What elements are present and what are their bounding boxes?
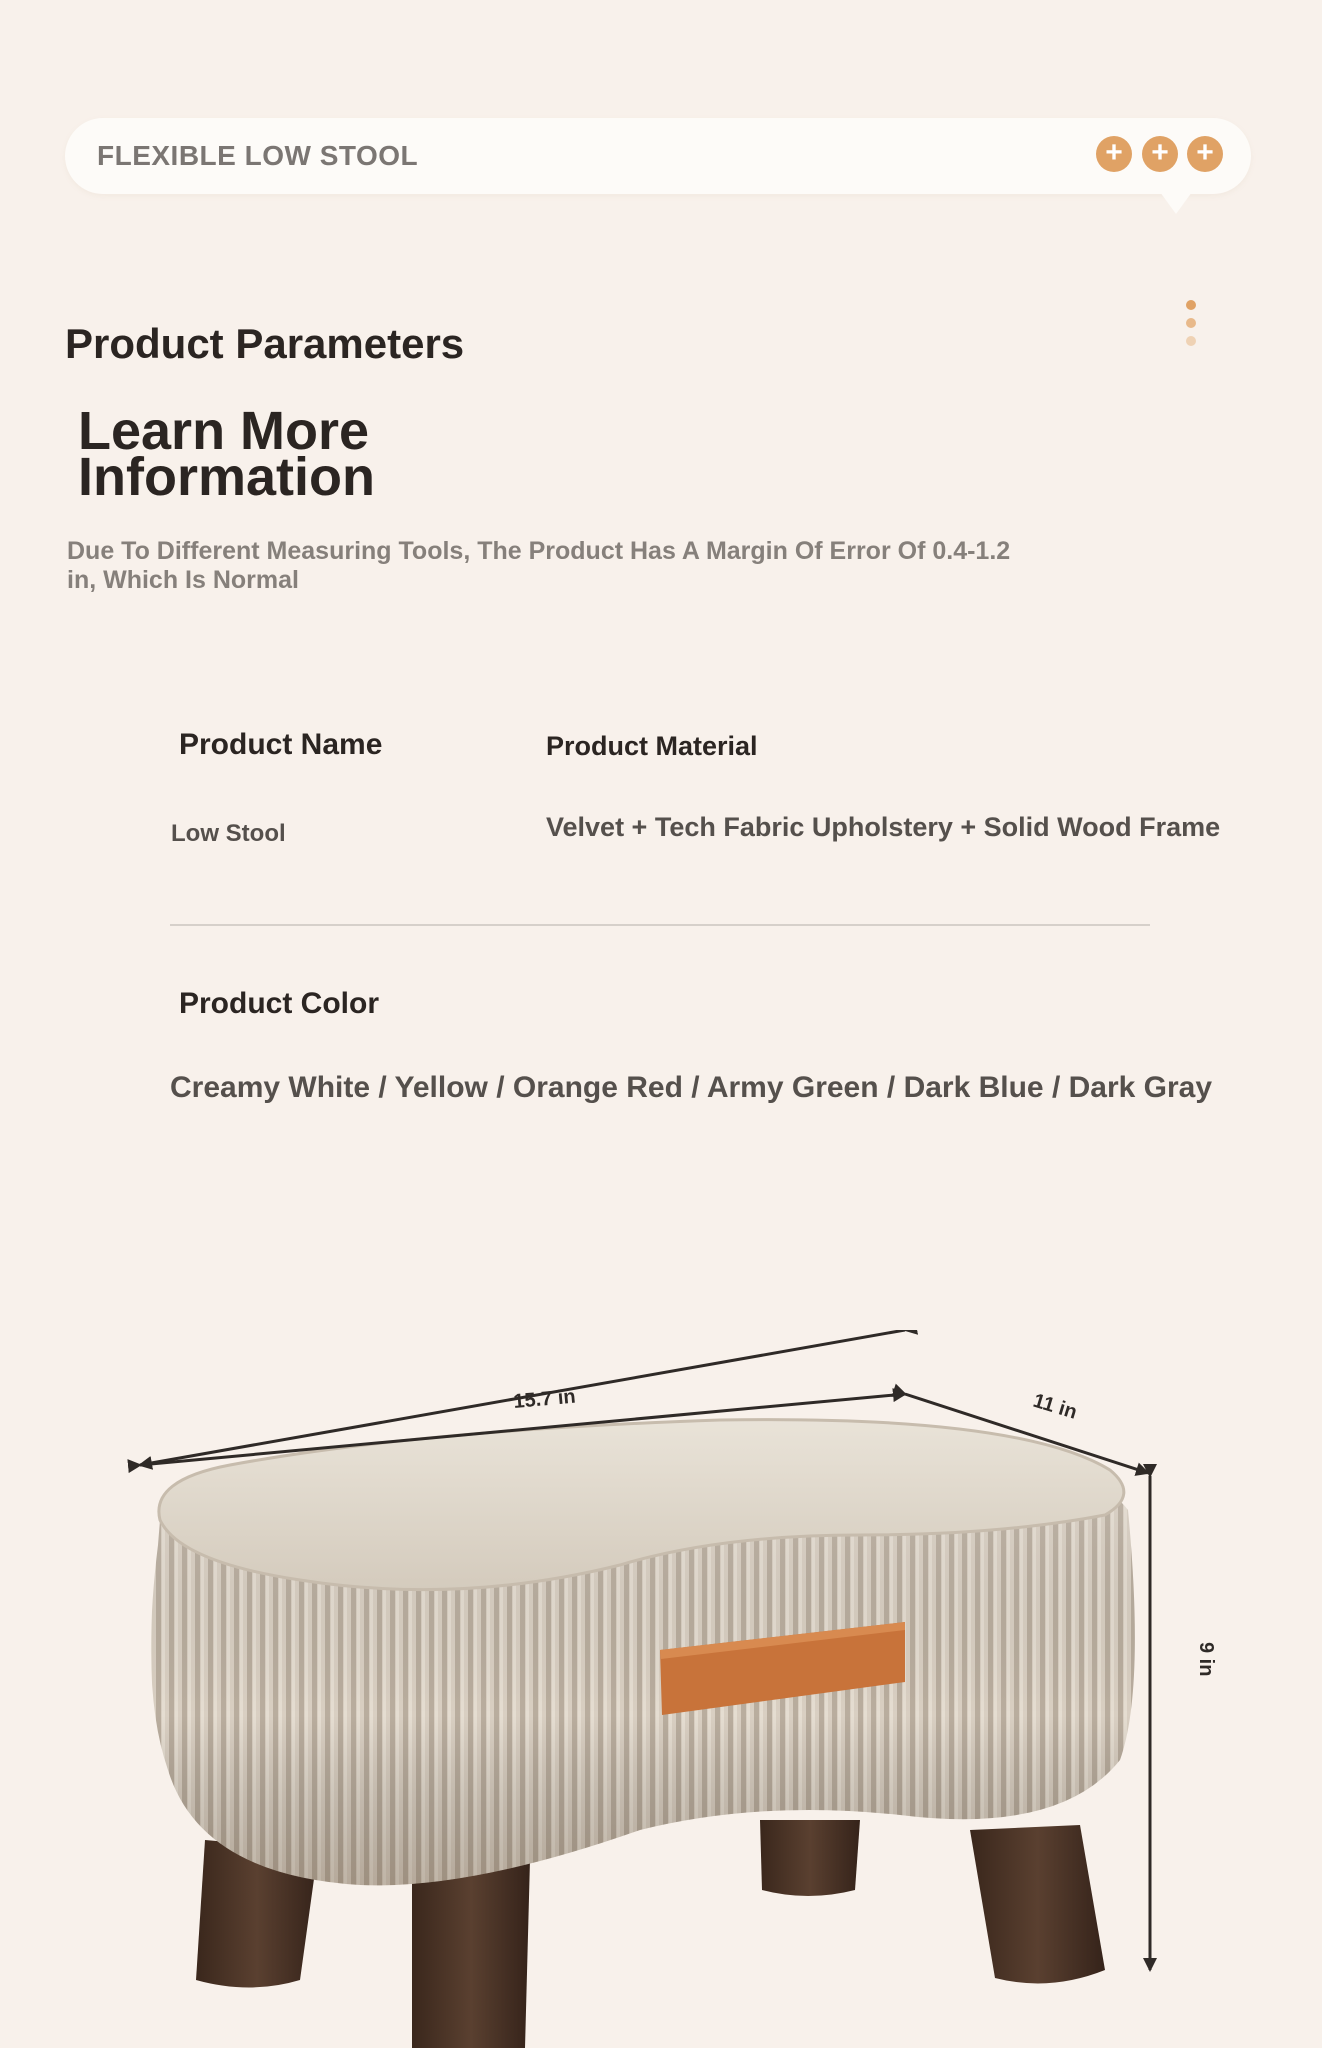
section-subtitle: Learn More Information [78,401,375,507]
measurement-note: Due To Different Measuring Tools, The Product Has A Margin Of Error Of 0.4-1.2 in, Which Is Normal [67,537,1011,594]
dimension-length-label: 15.7 in [512,1385,577,1413]
product-name-label: Product Name [179,728,383,761]
plus-icon[interactable]: + [1187,136,1223,172]
dimension-width-label: 11 in [1030,1389,1080,1424]
product-name-value: Low Stool [171,820,286,847]
product-material-label: Product Material [546,731,758,761]
plus-icon[interactable]: + [1142,136,1178,172]
decor-dot-icon [1186,300,1196,310]
dimension-height-label: 9 in [1195,1642,1217,1677]
stool-image [0,1330,1322,2048]
banner-title: FLEXIBLE LOW STOOL [97,140,419,171]
product-color-value: Creamy White / Yellow / Orange Red / Army Green / Dark Blue / Dark Gray [170,1071,1213,1104]
section-title: Product Parameters [65,320,465,367]
plus-icon[interactable]: + [1096,136,1132,172]
product-material-value: Velvet + Tech Fabric Upholstery + Solid Wood Frame [546,812,1221,842]
product-color-label: Product Color [179,987,379,1020]
divider [170,924,1150,926]
banner-tail [1160,192,1192,214]
decor-dot-icon [1186,318,1196,328]
decor-dot-icon [1186,336,1196,346]
